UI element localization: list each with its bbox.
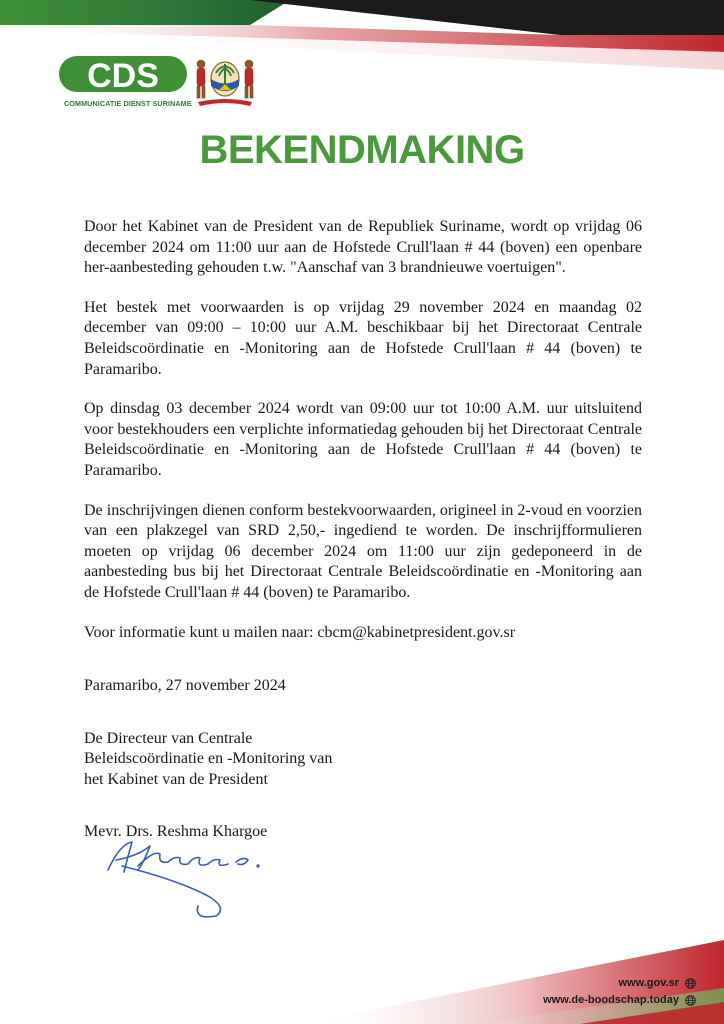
signatory-title-line1: De Directeur van Centrale bbox=[84, 729, 253, 747]
coat-of-arms-icon bbox=[192, 50, 258, 108]
announcement-body bbox=[84, 217, 642, 843]
paragraph-announcement: Door het Kabinet van de President van de Republiek Suriname, wordt op vrijdag 06 december 2024 om 11:00 uur aan de Hofstede Crull'laan # 44 (boven) een openbare her-aanbesteding gehouden t.w. "Aanschaf van 3 brandnieuwe voertuigen". bbox=[84, 218, 642, 277]
handwritten-signature bbox=[98, 836, 308, 926]
paragraph-registrations: De inschrijvingen dienen conform bestekvoorwaarden, origineel in 2-voud en voorzien van een plakzegel van SRD 2,50,- ingediend te worden. De inschrijfformulieren moeten op vrijdag 06 december 2024 om 11:00 uur zijn gedeponeerd in de aanbesteding bus bij het Directoraat Centrale Beleidscoördinatie en -Monitoring aan de Hofstede Crull'laan # 44 (boven) te Paramaribo. bbox=[84, 501, 642, 601]
contact-line: Voor informatie kunt u mailen naar: cbcm@kabinetpresident.gov.sr bbox=[84, 623, 516, 641]
signatory-title-line3: het Kabinet van de President bbox=[84, 770, 268, 788]
website-gov-text[interactable]: www.gov.sr bbox=[618, 977, 679, 989]
signatory-block bbox=[84, 729, 642, 843]
page-title: BEKENDMAKING bbox=[199, 128, 525, 172]
signatory-name: Mevr. Drs. Reshma Khargoe bbox=[84, 823, 268, 841]
globe-icon bbox=[685, 978, 696, 989]
signatory-title-line2: Beleidscoördinatie en -Monitoring van bbox=[84, 750, 333, 768]
globe-icon bbox=[685, 995, 696, 1006]
logo-subtitle: COMMUNICATIE DIENST SURINAME bbox=[64, 99, 192, 108]
paragraph-specifications: Het bestek met voorwaarden is op vrijdag 29 november 2024 en maandag 02 december van 09:00 – 10:00 uur A.M. beschikbaar bij het Directoraat Centrale Beleidscoördinatie en -Monitoring aan de Hofstede Crull'laan # 44 (boven) te Paramaribo. bbox=[84, 298, 642, 378]
website-boodschap-text[interactable]: www.de-boodschap.today bbox=[543, 994, 679, 1006]
cds-logo-text: CDS bbox=[87, 57, 159, 95]
cds-logo bbox=[58, 52, 193, 112]
cds-logo-mark bbox=[58, 52, 188, 96]
footer-website-boodschap[interactable] bbox=[543, 994, 696, 1006]
bottom-decorative-bands bbox=[0, 930, 724, 1024]
paragraph-information-day: Op dinsdag 03 december 2024 wordt van 09:00 uur tot 10:00 A.M. uur uitsluitend voor bestekhouders een verplichte informatiedag gehouden bij het Directoraat Centrale Beleidscoördinatie en -Monitoring aan de Hofstede Crull'laan # 44 (boven) te Paramaribo. bbox=[84, 400, 642, 479]
place-date: Paramaribo, 27 november 2024 bbox=[84, 677, 286, 695]
footer-website-gov[interactable] bbox=[618, 977, 696, 989]
